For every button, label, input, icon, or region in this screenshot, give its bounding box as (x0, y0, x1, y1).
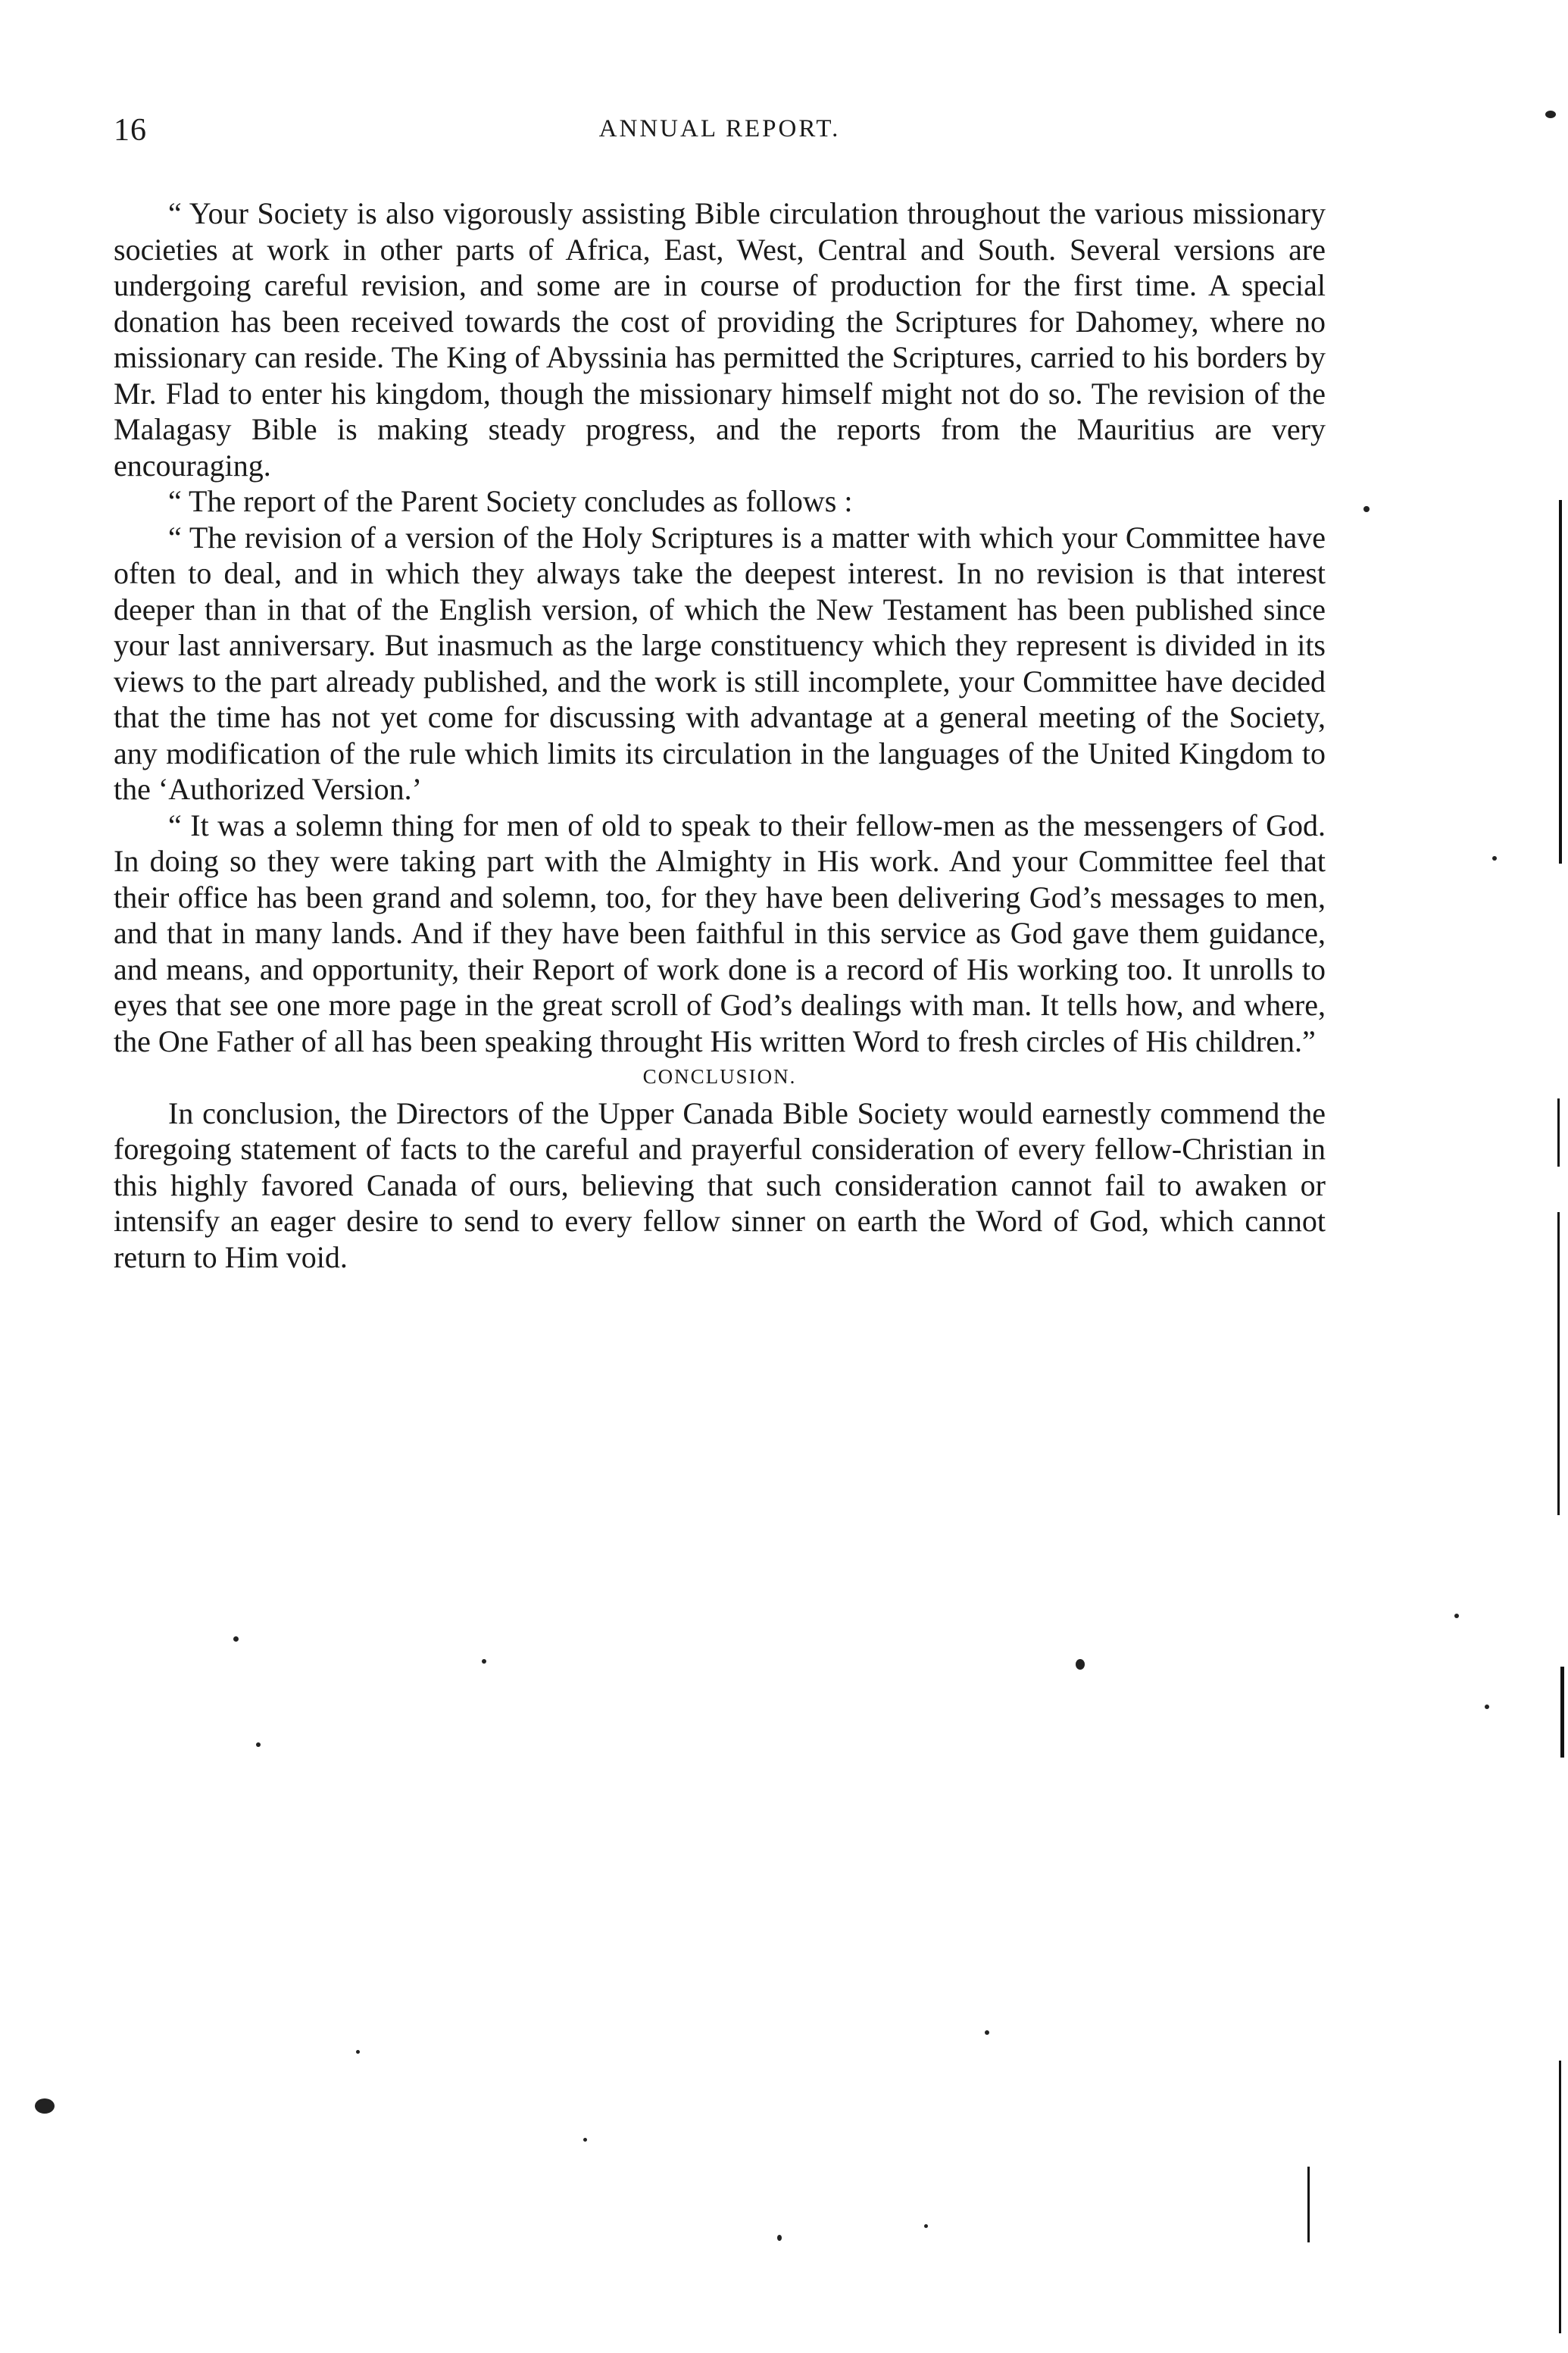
page-header (114, 112, 1326, 158)
scan-edge-mark (1560, 1667, 1564, 1758)
scan-edge-mark (1559, 2061, 1561, 2333)
scan-speck (482, 1659, 486, 1664)
paragraph-conclusion: In conclusion, the Directors of the Upper Canada Bible Society would earnestly commend the foregoing statement of facts to the careful and prayerful consideration of every fellow-Christian in this highly favored Canada of ours, believing that such consideration cannot fail to awaken or intensify an eager desire to send to every fellow sinner on earth the Word of God, which cannot return to Him void. (114, 1095, 1326, 1274)
scan-speck (1485, 1705, 1489, 1709)
scan-edge-mark (1557, 1212, 1560, 1515)
running-head: ANNUAL REPORT. (598, 115, 841, 142)
paragraph-society-africa: “ Your Society is also vigorously assisting Bible circulation throughout the various missionary societies at work in other parts of Africa, East, West, Central and South. Several versions are undergoing careful revision, and some are in course of production for the first time. A special donation has been received towards the cost of providing the Scriptures for Dahomey, where no missionary can reside. The King of Abyssinia has permitted the Scriptures, carried to his borders by Mr. Flad to enter his kingdom, though the missionary himself might not do so. The revision of the Malagasy Bible is making steady progress, and the reports from the Mauritius are very encouraging. (114, 196, 1326, 483)
scan-speck (1454, 1614, 1459, 1618)
scan-edge-mark (1559, 500, 1562, 864)
scan-speck (1545, 111, 1556, 118)
scan-speck (256, 1742, 261, 1747)
scan-speck (583, 2138, 587, 2142)
section-heading: CONCLUSION. (642, 1065, 797, 1088)
scan-speck (924, 2224, 928, 2228)
scan-speck (1492, 856, 1497, 861)
scan-speck (985, 2030, 989, 2035)
conclusion-section (114, 1059, 1326, 1275)
body-text (114, 195, 1326, 1275)
scan-edge-mark (1307, 2167, 1310, 2242)
paragraph-solemn-thing: “ It was a solemn thing for men of old to speak to their fellow-men as the messengers of God. In doing so they were taking part with the Almighty in His work. And your Committee feel that their office has been grand and solemn, too, for they have been delivering God’s messages to men, and that in many lands. And if they have been faithful in this service as God gave them guidance, and means, and opportunity, their Report of work done is a record of His working too. It unrolls to eyes that see one more page in the great scroll of God’s dealings with man. It tells how, and where, the One Father of all has been speaking throught His written Word to fresh circles of His children.” (114, 808, 1326, 1058)
scan-speck (233, 1636, 239, 1642)
scan-speck (356, 2050, 360, 2054)
paragraph-parent-society-intro: “ The report of the Parent Society concludes as follows : (168, 484, 853, 518)
scan-speck (1363, 506, 1370, 512)
page-number: 16 (114, 113, 147, 148)
scan-edge-mark (1557, 1098, 1560, 1167)
scan-speck (35, 2098, 55, 2114)
scan-speck (1076, 1659, 1085, 1670)
paragraph-revision: “ The revision of a version of the Holy Scriptures is a matter with which your Committee have often to deal, and in which they always take the deepest interest. In no revision is that interest deeper than in that of the English version, of which the New Testament has been published since your last anniversary. But inasmuch as the large constituency which they represent is divided in its views to the part already published, and the work is still incomplete, your Committee have decided that the time has not yet come for discussing with advantage at a general meeting of the Society, any modification of the rule which limits its circulation in the languages of the United Kingdom to the ‘Authorized Version.’ (114, 520, 1326, 806)
scan-speck (777, 2235, 782, 2241)
